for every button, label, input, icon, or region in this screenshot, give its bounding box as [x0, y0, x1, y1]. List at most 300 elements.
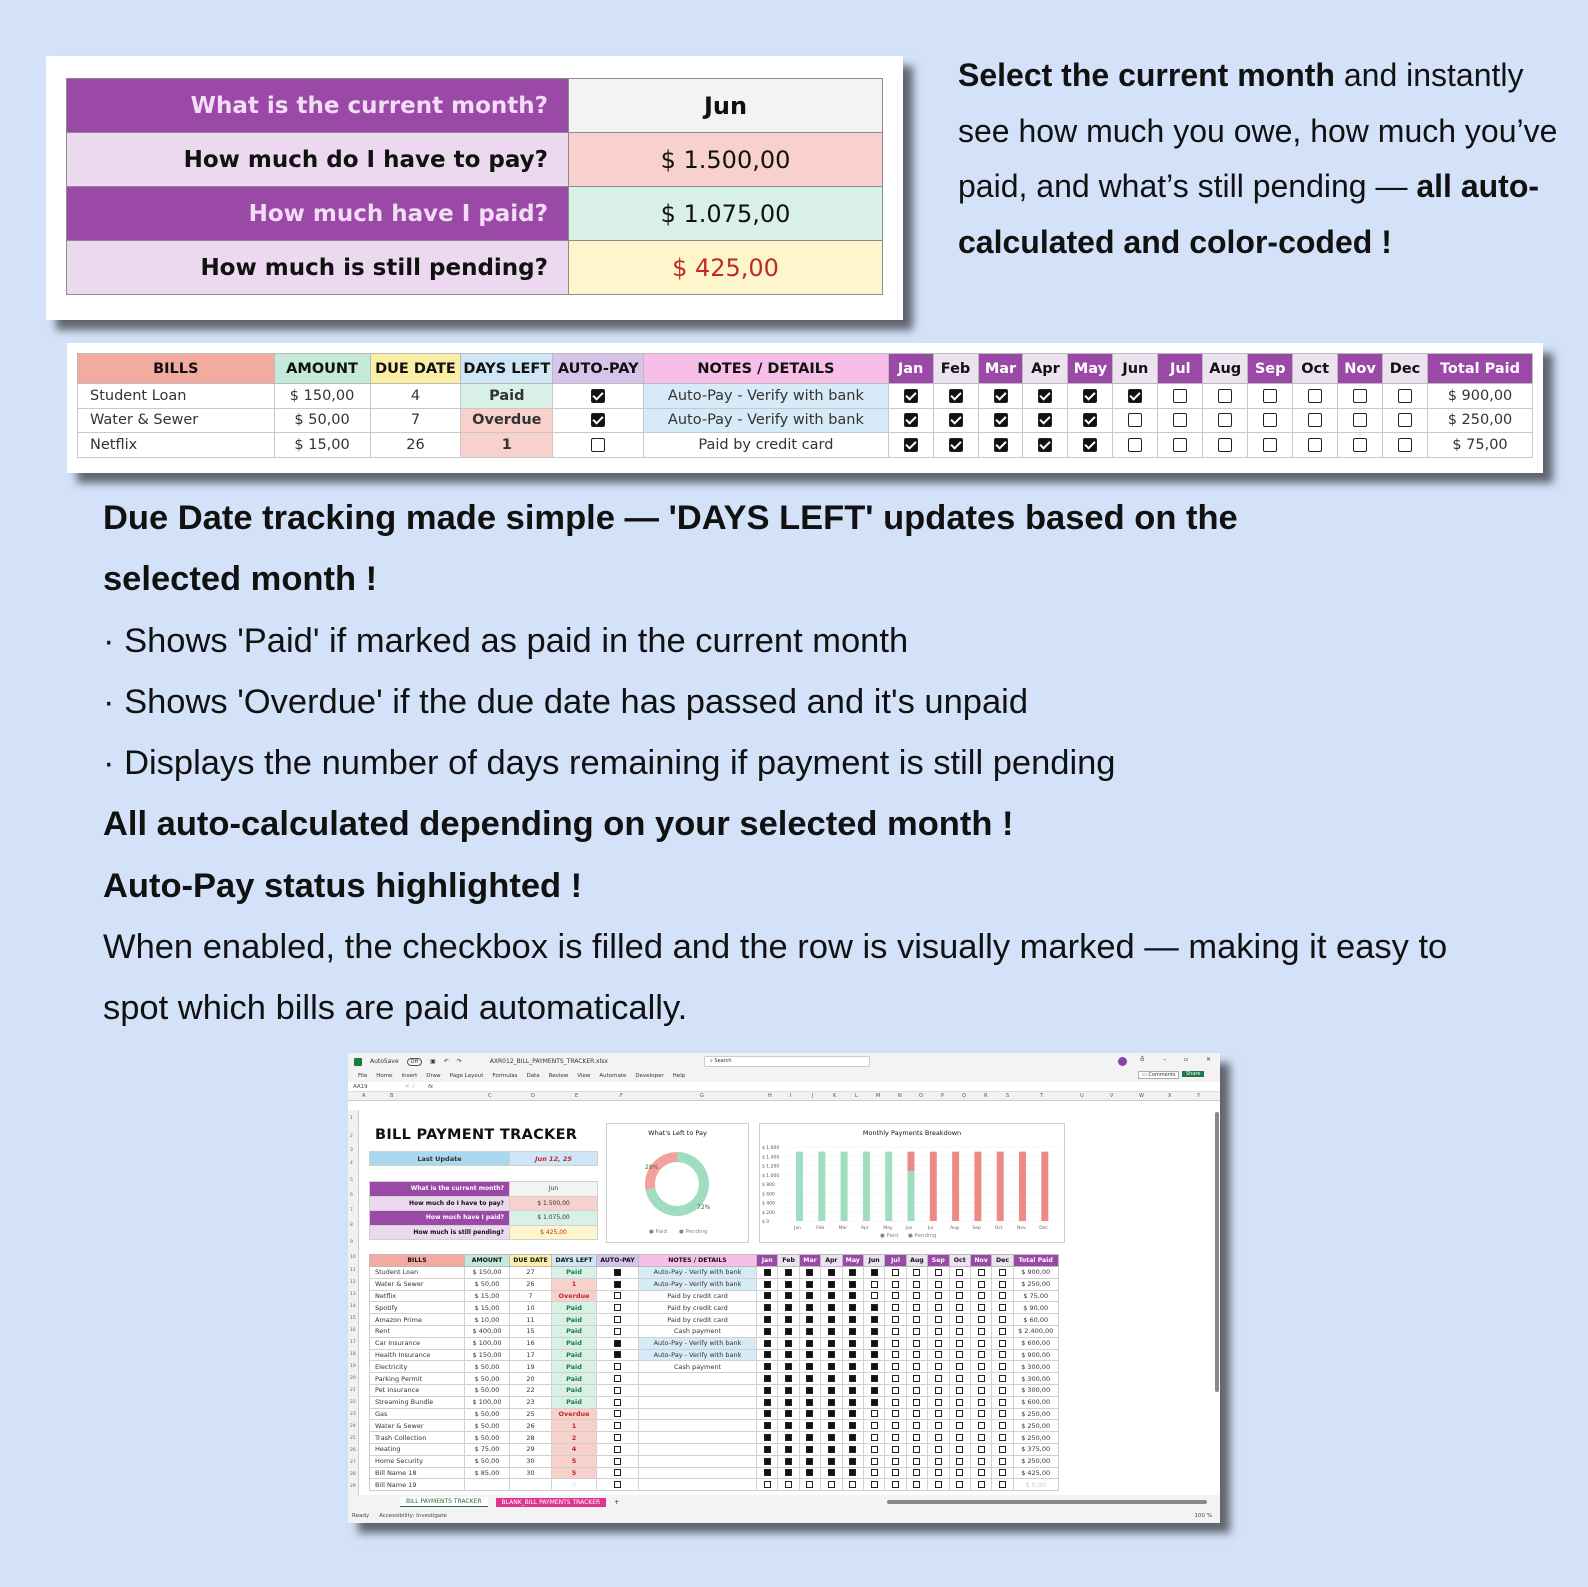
- excel-paid-checkbox-mar[interactable]: [806, 1387, 813, 1394]
- excel-bill-due[interactable]: 28: [510, 1432, 552, 1444]
- excel-paid-checkbox-aug[interactable]: [913, 1351, 920, 1358]
- excel-auto-pay-checkbox[interactable]: [614, 1363, 621, 1370]
- excel-paid-checkbox-nov[interactable]: [978, 1410, 985, 1417]
- excel-auto-pay-checkbox[interactable]: [614, 1434, 621, 1441]
- excel-bill-name[interactable]: Pet Insurance: [370, 1384, 465, 1396]
- excel-paid-checkbox-jun[interactable]: [871, 1399, 878, 1406]
- excel-bill-amount[interactable]: $ 50,00: [465, 1408, 510, 1420]
- excel-paid-checkbox-jan[interactable]: [764, 1410, 771, 1417]
- row-number[interactable]: 8: [350, 1223, 353, 1228]
- excel-paid-checkbox-sep[interactable]: [935, 1458, 942, 1465]
- column-letter[interactable]: J: [812, 1093, 814, 1099]
- excel-paid-checkbox-jul[interactable]: [892, 1292, 899, 1299]
- excel-paid-checkbox-aug[interactable]: [913, 1375, 920, 1382]
- excel-paid-checkbox-apr[interactable]: [828, 1316, 835, 1323]
- excel-paid-checkbox-sep[interactable]: [935, 1481, 942, 1488]
- menu-view[interactable]: View: [577, 1073, 591, 1079]
- excel-bill-due[interactable]: 10: [510, 1302, 552, 1314]
- column-letter[interactable]: Q: [962, 1093, 966, 1099]
- excel-paid-checkbox-jun[interactable]: [871, 1434, 878, 1441]
- paid-checkbox-jan[interactable]: [904, 413, 918, 427]
- excel-paid-checkbox-oct[interactable]: [956, 1469, 963, 1476]
- column-letter[interactable]: D: [531, 1093, 535, 1099]
- excel-bill-due[interactable]: 26: [510, 1420, 552, 1432]
- excel-paid-checkbox-nov[interactable]: [978, 1481, 985, 1488]
- excel-paid-checkbox-jan[interactable]: [764, 1422, 771, 1429]
- menu-insert[interactable]: Insert: [401, 1073, 418, 1079]
- excel-paid-checkbox-dec[interactable]: [999, 1481, 1006, 1488]
- excel-paid-checkbox-aug[interactable]: [913, 1328, 920, 1335]
- excel-paid-checkbox-sep[interactable]: [935, 1387, 942, 1394]
- excel-bill-amount[interactable]: [465, 1479, 510, 1491]
- excel-paid-checkbox-aug[interactable]: [913, 1481, 920, 1488]
- column-letter[interactable]: N: [898, 1093, 902, 1099]
- excel-paid-checkbox-mar[interactable]: [806, 1458, 813, 1465]
- excel-paid-checkbox-jun[interactable]: [871, 1458, 878, 1465]
- excel-bill-notes[interactable]: [639, 1373, 757, 1385]
- excel-paid-checkbox-apr[interactable]: [828, 1422, 835, 1429]
- file-name[interactable]: AXR012_BILL_PAYMENTS_TRACKER.xlsx: [489, 1058, 608, 1065]
- excel-auto-pay-checkbox[interactable]: [614, 1481, 621, 1488]
- paid-checkbox-feb[interactable]: [949, 438, 963, 452]
- excel-paid-checkbox-feb[interactable]: [785, 1351, 792, 1358]
- excel-paid-checkbox-jul[interactable]: [892, 1387, 899, 1394]
- excel-paid-checkbox-may[interactable]: [849, 1363, 856, 1370]
- redo-icon[interactable]: ↷: [456, 1058, 462, 1065]
- row-number[interactable]: 24: [350, 1424, 356, 1429]
- excel-paid-checkbox-dec[interactable]: [999, 1351, 1006, 1358]
- excel-paid-checkbox-apr[interactable]: [828, 1292, 835, 1299]
- excel-paid-checkbox-nov[interactable]: [978, 1292, 985, 1299]
- paid-checkbox-sep[interactable]: [1263, 389, 1277, 403]
- excel-paid-checkbox-dec[interactable]: [999, 1446, 1006, 1453]
- paid-checkbox-feb[interactable]: [949, 389, 963, 403]
- column-letter[interactable]: F: [620, 1093, 623, 1099]
- excel-bill-amount[interactable]: $ 50,00: [465, 1420, 510, 1432]
- excel-paid-checkbox-aug[interactable]: [913, 1304, 920, 1311]
- excel-bill-amount[interactable]: $ 400,00: [465, 1325, 510, 1337]
- excel-paid-checkbox-apr[interactable]: [828, 1434, 835, 1441]
- excel-paid-checkbox-oct[interactable]: [956, 1340, 963, 1347]
- excel-paid-checkbox-oct[interactable]: [956, 1328, 963, 1335]
- excel-paid-checkbox-nov[interactable]: [978, 1446, 985, 1453]
- column-letter[interactable]: Y: [1197, 1093, 1201, 1099]
- excel-auto-pay-checkbox[interactable]: [614, 1399, 621, 1406]
- excel-paid-checkbox-jan[interactable]: [764, 1340, 771, 1347]
- row-number[interactable]: 6: [350, 1193, 353, 1198]
- excel-bill-name[interactable]: Spotify: [370, 1302, 465, 1314]
- column-letter[interactable]: P: [941, 1093, 945, 1099]
- excel-paid-checkbox-oct[interactable]: [956, 1458, 963, 1465]
- excel-paid-checkbox-sep[interactable]: [935, 1316, 942, 1323]
- minimize-icon[interactable]: –: [1163, 1056, 1166, 1063]
- excel-paid-checkbox-mar[interactable]: [806, 1363, 813, 1370]
- excel-paid-checkbox-nov[interactable]: [978, 1304, 985, 1311]
- excel-bill-name[interactable]: Parking Permit: [370, 1373, 465, 1385]
- excel-paid-checkbox-mar[interactable]: [806, 1399, 813, 1406]
- excel-paid-checkbox-jul[interactable]: [892, 1458, 899, 1465]
- excel-paid-checkbox-jan[interactable]: [764, 1446, 771, 1453]
- excel-paid-checkbox-dec[interactable]: [999, 1434, 1006, 1441]
- tab-bill-payments[interactable]: BILL PAYMENTS TRACKER: [400, 1497, 488, 1507]
- excel-paid-checkbox-feb[interactable]: [785, 1481, 792, 1488]
- excel-auto-pay-checkbox[interactable]: [614, 1281, 621, 1288]
- row-number[interactable]: 23: [350, 1412, 356, 1417]
- excel-paid-checkbox-mar[interactable]: [806, 1292, 813, 1299]
- excel-paid-checkbox-oct[interactable]: [956, 1304, 963, 1311]
- paid-checkbox-jul[interactable]: [1173, 389, 1187, 403]
- excel-bill-due[interactable]: [510, 1479, 552, 1491]
- excel-paid-checkbox-feb[interactable]: [785, 1316, 792, 1323]
- excel-paid-checkbox-jun[interactable]: [871, 1269, 878, 1276]
- paid-checkbox-dec[interactable]: [1398, 413, 1412, 427]
- excel-paid-checkbox-jan[interactable]: [764, 1387, 771, 1394]
- row-number[interactable]: 28: [350, 1472, 356, 1477]
- excel-paid-checkbox-sep[interactable]: [935, 1363, 942, 1370]
- excel-summary-answer[interactable]: Jun: [510, 1182, 598, 1197]
- excel-paid-checkbox-jan[interactable]: [764, 1351, 771, 1358]
- excel-paid-checkbox-nov[interactable]: [978, 1422, 985, 1429]
- excel-bill-name[interactable]: Water & Sewer: [370, 1420, 465, 1432]
- excel-paid-checkbox-jun[interactable]: [871, 1410, 878, 1417]
- excel-paid-checkbox-may[interactable]: [849, 1422, 856, 1429]
- excel-bill-name[interactable]: Electricity: [370, 1361, 465, 1373]
- excel-paid-checkbox-aug[interactable]: [913, 1434, 920, 1441]
- paid-checkbox-jun[interactable]: [1128, 389, 1142, 403]
- excel-paid-checkbox-feb[interactable]: [785, 1422, 792, 1429]
- excel-paid-checkbox-apr[interactable]: [828, 1281, 835, 1288]
- excel-paid-checkbox-mar[interactable]: [806, 1375, 813, 1382]
- excel-paid-checkbox-jul[interactable]: [892, 1434, 899, 1441]
- column-letter[interactable]: H: [768, 1093, 772, 1099]
- excel-paid-checkbox-feb[interactable]: [785, 1328, 792, 1335]
- excel-paid-checkbox-apr[interactable]: [828, 1328, 835, 1335]
- excel-auto-pay-checkbox[interactable]: [614, 1292, 621, 1299]
- excel-paid-checkbox-jun[interactable]: [871, 1446, 878, 1453]
- excel-paid-checkbox-mar[interactable]: [806, 1410, 813, 1417]
- formula-input[interactable]: [445, 1083, 1220, 1091]
- excel-paid-checkbox-may[interactable]: [849, 1340, 856, 1347]
- undo-icon[interactable]: ↶: [443, 1058, 449, 1065]
- paid-checkbox-mar[interactable]: [994, 389, 1008, 403]
- excel-bill-amount[interactable]: $ 50,00: [465, 1278, 510, 1290]
- excel-paid-checkbox-aug[interactable]: [913, 1363, 920, 1370]
- excel-paid-checkbox-oct[interactable]: [956, 1375, 963, 1382]
- excel-paid-checkbox-may[interactable]: [849, 1410, 856, 1417]
- excel-bill-due[interactable]: 30: [510, 1467, 552, 1479]
- excel-bill-notes[interactable]: Auto-Pay - Verify with bank: [639, 1349, 757, 1361]
- excel-paid-checkbox-sep[interactable]: [935, 1469, 942, 1476]
- lightbulb-icon[interactable]: ♁: [1140, 1056, 1145, 1063]
- excel-paid-checkbox-sep[interactable]: [935, 1446, 942, 1453]
- excel-paid-checkbox-aug[interactable]: [913, 1399, 920, 1406]
- excel-paid-checkbox-sep[interactable]: [935, 1434, 942, 1441]
- excel-paid-checkbox-may[interactable]: [849, 1375, 856, 1382]
- excel-paid-checkbox-feb[interactable]: [785, 1375, 792, 1382]
- comments-button[interactable]: [1138, 1071, 1179, 1079]
- excel-paid-checkbox-nov[interactable]: [978, 1351, 985, 1358]
- menu-automate[interactable]: Automate: [599, 1073, 627, 1079]
- excel-paid-checkbox-apr[interactable]: [828, 1399, 835, 1406]
- excel-paid-checkbox-oct[interactable]: [956, 1446, 963, 1453]
- row-number[interactable]: 13: [350, 1292, 356, 1297]
- excel-paid-checkbox-jan[interactable]: [764, 1434, 771, 1441]
- vertical-scrollbar[interactable]: [1215, 1112, 1219, 1392]
- excel-paid-checkbox-may[interactable]: [849, 1481, 856, 1488]
- maximize-icon[interactable]: ▫: [1184, 1056, 1189, 1063]
- paid-checkbox-jul[interactable]: [1173, 413, 1187, 427]
- row-number[interactable]: 1: [350, 1116, 353, 1121]
- excel-paid-checkbox-apr[interactable]: [828, 1375, 835, 1382]
- column-letter[interactable]: U: [1080, 1093, 1084, 1099]
- paid-checkbox-may[interactable]: [1083, 389, 1097, 403]
- excel-paid-checkbox-feb[interactable]: [785, 1446, 792, 1453]
- excel-bill-due[interactable]: 7: [510, 1290, 552, 1302]
- excel-paid-checkbox-jul[interactable]: [892, 1399, 899, 1406]
- name-box[interactable]: AA19: [353, 1083, 368, 1090]
- column-letter[interactable]: R: [984, 1093, 988, 1099]
- row-number[interactable]: 29: [350, 1484, 356, 1489]
- row-number[interactable]: 11: [350, 1268, 356, 1273]
- excel-paid-checkbox-jun[interactable]: [871, 1281, 878, 1288]
- paid-checkbox-aug[interactable]: [1218, 389, 1232, 403]
- excel-paid-checkbox-feb[interactable]: [785, 1340, 792, 1347]
- row-number[interactable]: 4: [350, 1161, 353, 1166]
- excel-paid-checkbox-nov[interactable]: [978, 1375, 985, 1382]
- save-icon[interactable]: ▣: [430, 1058, 436, 1065]
- menu-developer[interactable]: Developer: [635, 1073, 664, 1079]
- excel-paid-checkbox-mar[interactable]: [806, 1281, 813, 1288]
- excel-bill-amount[interactable]: $ 85,00: [465, 1467, 510, 1479]
- current-month-select[interactable]: Jun: [569, 79, 883, 133]
- excel-paid-checkbox-apr[interactable]: [828, 1387, 835, 1394]
- excel-paid-checkbox-feb[interactable]: [785, 1399, 792, 1406]
- excel-bill-amount[interactable]: $ 75,00: [465, 1443, 510, 1455]
- excel-paid-checkbox-jul[interactable]: [892, 1281, 899, 1288]
- excel-bill-due[interactable]: 16: [510, 1337, 552, 1349]
- excel-bill-amount[interactable]: $ 150,00: [465, 1349, 510, 1361]
- excel-paid-checkbox-may[interactable]: [849, 1434, 856, 1441]
- excel-bill-name[interactable]: Amazon Prime: [370, 1314, 465, 1326]
- excel-auto-pay-checkbox[interactable]: [614, 1328, 621, 1335]
- paid-checkbox-oct[interactable]: [1308, 389, 1322, 403]
- excel-paid-checkbox-mar[interactable]: [806, 1446, 813, 1453]
- excel-paid-checkbox-jan[interactable]: [764, 1281, 771, 1288]
- excel-paid-checkbox-nov[interactable]: [978, 1469, 985, 1476]
- row-number[interactable]: 15: [350, 1316, 356, 1321]
- paid-checkbox-dec[interactable]: [1398, 389, 1412, 403]
- excel-bill-name[interactable]: Netflix: [370, 1290, 465, 1302]
- excel-bill-notes[interactable]: Paid by credit card: [639, 1302, 757, 1314]
- excel-bill-due[interactable]: 15: [510, 1325, 552, 1337]
- excel-paid-checkbox-dec[interactable]: [999, 1399, 1006, 1406]
- excel-paid-checkbox-dec[interactable]: [999, 1328, 1006, 1335]
- excel-bill-due[interactable]: 25: [510, 1408, 552, 1420]
- paid-checkbox-jan[interactable]: [904, 438, 918, 452]
- excel-paid-checkbox-jan[interactable]: [764, 1304, 771, 1311]
- excel-paid-checkbox-dec[interactable]: [999, 1316, 1006, 1323]
- excel-paid-checkbox-dec[interactable]: [999, 1363, 1006, 1370]
- column-letter[interactable]: L: [855, 1093, 858, 1099]
- excel-bill-amount[interactable]: $ 10,00: [465, 1314, 510, 1326]
- paid-checkbox-jul[interactable]: [1173, 438, 1187, 452]
- accessibility-status[interactable]: Accessibility: Investigate: [379, 1513, 447, 1519]
- excel-bill-notes[interactable]: [639, 1455, 757, 1467]
- column-letter[interactable]: S: [1006, 1093, 1010, 1099]
- row-number[interactable]: 21: [350, 1388, 356, 1393]
- excel-bill-notes[interactable]: Auto-Pay - Verify with bank: [639, 1267, 757, 1279]
- excel-bill-notes[interactable]: Paid by credit card: [639, 1314, 757, 1326]
- excel-paid-checkbox-jul[interactable]: [892, 1422, 899, 1429]
- excel-paid-checkbox-feb[interactable]: [785, 1410, 792, 1417]
- excel-bill-notes[interactable]: Cash payment: [639, 1325, 757, 1337]
- excel-paid-checkbox-jul[interactable]: [892, 1269, 899, 1276]
- excel-paid-checkbox-dec[interactable]: [999, 1469, 1006, 1476]
- column-letter[interactable]: T: [1040, 1093, 1044, 1099]
- excel-paid-checkbox-jun[interactable]: [871, 1316, 878, 1323]
- excel-bill-due[interactable]: 22: [510, 1384, 552, 1396]
- row-number[interactable]: 10: [350, 1255, 356, 1260]
- excel-paid-checkbox-oct[interactable]: [956, 1399, 963, 1406]
- excel-bill-name[interactable]: Student Loan: [370, 1267, 465, 1279]
- excel-bill-notes[interactable]: Auto-Pay - Verify with bank: [639, 1337, 757, 1349]
- excel-paid-checkbox-may[interactable]: [849, 1469, 856, 1476]
- excel-paid-checkbox-jan[interactable]: [764, 1375, 771, 1382]
- row-number[interactable]: 9: [350, 1240, 353, 1245]
- excel-paid-checkbox-apr[interactable]: [828, 1446, 835, 1453]
- excel-paid-checkbox-feb[interactable]: [785, 1387, 792, 1394]
- share-button[interactable]: [1182, 1071, 1204, 1077]
- excel-paid-checkbox-jul[interactable]: [892, 1351, 899, 1358]
- excel-paid-checkbox-sep[interactable]: [935, 1351, 942, 1358]
- excel-paid-checkbox-jan[interactable]: [764, 1316, 771, 1323]
- excel-paid-checkbox-may[interactable]: [849, 1304, 856, 1311]
- excel-bill-name[interactable]: Streaming Bundle: [370, 1396, 465, 1408]
- column-letter[interactable]: G: [700, 1093, 704, 1099]
- menu-review[interactable]: Review: [548, 1073, 569, 1079]
- auto-pay-checkbox[interactable]: [591, 413, 605, 427]
- paid-checkbox-apr[interactable]: [1038, 413, 1052, 427]
- row-number[interactable]: 26: [350, 1448, 356, 1453]
- excel-paid-checkbox-apr[interactable]: [828, 1351, 835, 1358]
- excel-paid-checkbox-sep[interactable]: [935, 1304, 942, 1311]
- excel-paid-checkbox-dec[interactable]: [999, 1410, 1006, 1417]
- excel-bill-amount[interactable]: $ 100,00: [465, 1396, 510, 1408]
- excel-bill-name[interactable]: Bill Name 18: [370, 1467, 465, 1479]
- excel-paid-checkbox-sep[interactable]: [935, 1292, 942, 1299]
- excel-paid-checkbox-aug[interactable]: [913, 1292, 920, 1299]
- excel-paid-checkbox-feb[interactable]: [785, 1434, 792, 1441]
- excel-paid-checkbox-feb[interactable]: [785, 1363, 792, 1370]
- autosave-toggle[interactable]: Off: [407, 1058, 422, 1066]
- row-number[interactable]: 14: [350, 1304, 356, 1309]
- excel-paid-checkbox-apr[interactable]: [828, 1363, 835, 1370]
- excel-paid-checkbox-feb[interactable]: [785, 1281, 792, 1288]
- excel-bill-notes[interactable]: [639, 1420, 757, 1432]
- menu-data[interactable]: Data: [526, 1073, 540, 1079]
- excel-paid-checkbox-may[interactable]: [849, 1458, 856, 1465]
- excel-bill-due[interactable]: 17: [510, 1349, 552, 1361]
- close-icon[interactable]: ✕: [1206, 1056, 1212, 1063]
- excel-bill-name[interactable]: Bill Name 19: [370, 1479, 465, 1491]
- excel-auto-pay-checkbox[interactable]: [614, 1375, 621, 1382]
- excel-bill-amount[interactable]: $ 50,00: [465, 1384, 510, 1396]
- paid-checkbox-nov[interactable]: [1353, 438, 1367, 452]
- excel-paid-checkbox-oct[interactable]: [956, 1387, 963, 1394]
- excel-paid-checkbox-jun[interactable]: [871, 1363, 878, 1370]
- excel-paid-checkbox-apr[interactable]: [828, 1481, 835, 1488]
- menu-home[interactable]: Home: [376, 1073, 393, 1079]
- excel-auto-pay-checkbox[interactable]: [614, 1340, 621, 1347]
- excel-paid-checkbox-nov[interactable]: [978, 1387, 985, 1394]
- excel-auto-pay-checkbox[interactable]: [614, 1387, 621, 1394]
- excel-paid-checkbox-jun[interactable]: [871, 1481, 878, 1488]
- worksheet[interactable]: [359, 1110, 1212, 1495]
- row-number[interactable]: 25: [350, 1436, 356, 1441]
- excel-paid-checkbox-dec[interactable]: [999, 1387, 1006, 1394]
- menu-help[interactable]: Help: [672, 1073, 686, 1079]
- excel-auto-pay-checkbox[interactable]: [614, 1304, 621, 1311]
- excel-paid-checkbox-apr[interactable]: [828, 1469, 835, 1476]
- excel-bill-amount[interactable]: $ 50,00: [465, 1361, 510, 1373]
- excel-paid-checkbox-dec[interactable]: [999, 1422, 1006, 1429]
- excel-paid-checkbox-nov[interactable]: [978, 1316, 985, 1323]
- column-letter[interactable]: C: [488, 1093, 492, 1099]
- row-number[interactable]: 12: [350, 1280, 356, 1285]
- excel-paid-checkbox-jan[interactable]: [764, 1363, 771, 1370]
- excel-paid-checkbox-mar[interactable]: [806, 1481, 813, 1488]
- row-number[interactable]: 7: [350, 1208, 353, 1213]
- horizontal-scrollbar[interactable]: [887, 1500, 1207, 1504]
- column-letter[interactable]: I: [790, 1093, 792, 1099]
- row-number[interactable]: 5: [350, 1178, 353, 1183]
- excel-paid-checkbox-aug[interactable]: [913, 1316, 920, 1323]
- excel-auto-pay-checkbox[interactable]: [614, 1316, 621, 1323]
- excel-paid-checkbox-jan[interactable]: [764, 1328, 771, 1335]
- excel-paid-checkbox-oct[interactable]: [956, 1292, 963, 1299]
- excel-auto-pay-checkbox[interactable]: [614, 1458, 621, 1465]
- add-sheet-icon[interactable]: +: [614, 1498, 620, 1506]
- column-letter[interactable]: A: [362, 1093, 366, 1099]
- excel-paid-checkbox-jun[interactable]: [871, 1292, 878, 1299]
- auto-pay-checkbox[interactable]: [591, 438, 605, 452]
- excel-bill-amount[interactable]: $ 50,00: [465, 1373, 510, 1385]
- excel-paid-checkbox-nov[interactable]: [978, 1458, 985, 1465]
- excel-bill-name[interactable]: Trash Collection: [370, 1432, 465, 1444]
- excel-bill-due[interactable]: 23: [510, 1396, 552, 1408]
- excel-paid-checkbox-oct[interactable]: [956, 1269, 963, 1276]
- excel-bill-due[interactable]: 19: [510, 1361, 552, 1373]
- excel-bill-name[interactable]: Gas: [370, 1408, 465, 1420]
- excel-paid-checkbox-jun[interactable]: [871, 1469, 878, 1476]
- column-letter[interactable]: M: [876, 1093, 881, 1099]
- excel-paid-checkbox-aug[interactable]: [913, 1458, 920, 1465]
- column-letter[interactable]: E: [575, 1093, 579, 1099]
- excel-paid-checkbox-mar[interactable]: [806, 1434, 813, 1441]
- excel-bill-notes[interactable]: [639, 1396, 757, 1408]
- paid-checkbox-oct[interactable]: [1308, 413, 1322, 427]
- excel-paid-checkbox-apr[interactable]: [828, 1410, 835, 1417]
- excel-bill-amount[interactable]: $ 15,00: [465, 1290, 510, 1302]
- excel-bill-due[interactable]: 20: [510, 1373, 552, 1385]
- excel-paid-checkbox-aug[interactable]: [913, 1422, 920, 1429]
- excel-bill-notes[interactable]: [639, 1479, 757, 1491]
- excel-paid-checkbox-aug[interactable]: [913, 1387, 920, 1394]
- excel-paid-checkbox-jul[interactable]: [892, 1481, 899, 1488]
- paid-checkbox-sep[interactable]: [1263, 413, 1277, 427]
- excel-paid-checkbox-dec[interactable]: [999, 1281, 1006, 1288]
- excel-bill-name[interactable]: Water & Sewer: [370, 1278, 465, 1290]
